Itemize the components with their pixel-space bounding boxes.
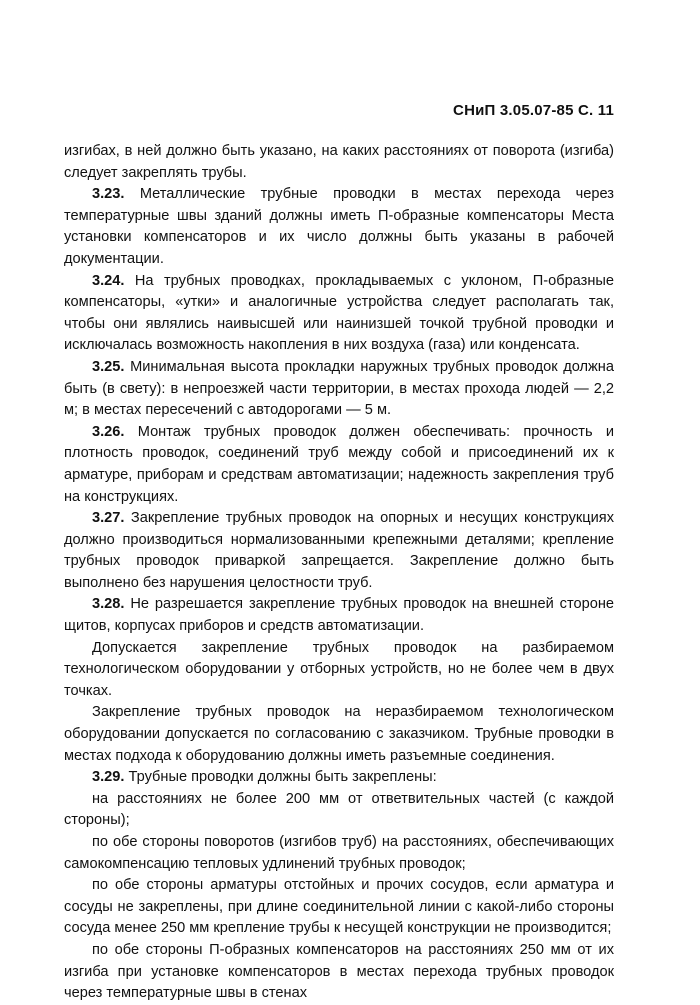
paragraph <box>64 702 614 767</box>
page-header-code: СНиП 3.05.07-85 С. 11 <box>453 102 614 119</box>
clause-number: 3.29. <box>92 769 125 786</box>
clause-text: Металлические трубные проводки в местах перехода через температурные швы зданий должны иметь П-образные компенсаторы Места установки компенсаторов и их число должны быть указаны в рабочей документации. <box>64 186 614 267</box>
clause-text: Не разрешается закрепление трубных проводок на внешней стороне щитов, корпусах приборов и средств автоматизации. <box>64 596 614 635</box>
list-item <box>64 875 614 940</box>
clause-number: 3.27. <box>92 510 125 527</box>
paragraph-continued <box>64 141 614 184</box>
paragraph-text: Допускается закрепление трубных проводок на разбираемом технологическом оборудовании у отборных устройств, но не более чем в двух точках. <box>64 639 614 699</box>
paragraph-text: Закрепление трубных проводок на неразбираемом технологическом оборудовании допускается по согласованию с заказчиком. Трубные проводки в местах подхода к оборудованию должны иметь разъемные соединения. <box>64 704 614 764</box>
paragraph-text: по обе стороны поворотов (изгибов труб) на расстояниях, обеспечивающих самокомпенсацию тепловых удлинений трубных проводок; <box>64 834 614 872</box>
clause-number: 3.26. <box>92 423 125 440</box>
clause-number: 3.25. <box>92 358 125 375</box>
clause-3-29 <box>64 767 614 789</box>
clause-3-28 <box>64 594 614 637</box>
clause-3-23 <box>64 184 614 270</box>
clause-text: Минимальная высота прокладки наружных трубных проводок должна быть (в свету): в непроезжей части территории, в местах прохода людей — 2,2 м; в местах пересечений с автодорогами — 5 м. <box>64 358 614 419</box>
clause-3-26 <box>64 422 614 508</box>
list-item <box>64 789 614 832</box>
document-body <box>64 141 614 1005</box>
clause-3-25 <box>64 357 614 422</box>
clause-number: 3.28. <box>92 596 125 613</box>
clause-text: Монтаж трубных проводок должен обеспечивать: прочность и плотность проводок, соединений труб между собой и присоединений их к арматуре, приборам и средствам автоматизации; надежность закрепления труб на конструкциях. <box>64 423 614 505</box>
clause-text: Трубные проводки должны быть закреплены: <box>124 769 437 786</box>
clause-number: 3.24. <box>92 272 125 289</box>
list-item <box>64 940 614 1005</box>
clause-text: На трубных проводках, прокладываемых с уклоном, П-образные компенсаторы, «утки» и аналогичные устройства следует располагать так, чтобы они являлись наивысшей или наинизшей точкой трубной проводки и исключалась возможность накопления в них воздуха (газа) или конденсата. <box>64 272 614 354</box>
paragraph-text: по обе стороны П-образных компенсаторов на расстояниях 250 мм от их изгиба при установке компенсаторов в местах перехода трубных проводок через температурные швы в стенах <box>64 941 614 1002</box>
paragraph <box>64 638 614 703</box>
clause-3-27 <box>64 508 614 594</box>
clause-3-24 <box>64 271 614 357</box>
list-item <box>64 832 614 875</box>
clause-text: Закрепление трубных проводок на опорных и несущих конструкциях должно производиться нормализованными крепежными деталями; крепление трубных проводок приваркой запрещается. Закрепление должно быть выполнено без нарушения целостности труб. <box>64 510 614 591</box>
paragraph-text: по обе стороны арматуры отстойных и прочих сосудов, если арматура и сосуды не закреплены, при длине соединительной линии с какой-либо стороны сосуда менее 250 мм крепление трубы к несущей конструкции не производится; <box>64 877 614 937</box>
paragraph-text: на расстояниях не более 200 мм от ответвительных частей (с каждой стороны); <box>64 790 614 829</box>
clause-number: 3.23. <box>92 186 125 203</box>
paragraph-text: изгибах, в ней должно быть указано, на каких расстояниях от поворота (изгиба) следует закреплять трубы. <box>64 143 614 181</box>
